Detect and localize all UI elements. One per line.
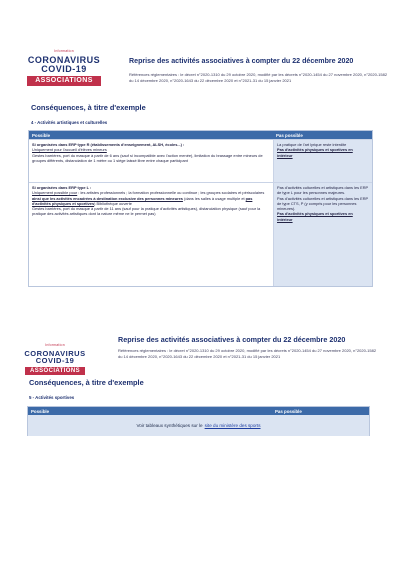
scope-text-1: : les artistes professionnels ; la formation professionnelle ou continue ; les groupes scolaires et périscolaires [77,190,265,196]
sports-table [27,406,370,436]
table-row [29,139,372,182]
regulatory-references: Références réglementaires : le décret n°2020-1310 du 29 octobre 2020, modifié par les décrets n°2020-1454 du 27 novembre 2020, n°2020-1582 du 14 décembre 2020, n°2020-1643 du 22 décembre 2020 et n°2021-31 du 15 janvier 2021 [118,348,377,359]
section-title: Conséquences, à titre d'exemple [29,378,144,387]
cell-restriction-bold: Pas d'activités physiques et sportives en intérieur [277,211,353,222]
regulatory-references: Références réglementaires : le décret n°2020-1310 du 29 octobre 2020, modifié par les décrets n°2020-1454 du 27 novembre 2020, n°2020-1582 du 14 décembre 2020, n°2020-1643 du 22 décembre 2020 et n°2021-31 du 15 janvier 2021 [129,72,388,83]
logo-associations-badge: ASSOCIATIONS [25,367,85,375]
header-possible: Possible [31,408,50,414]
cell-restriction-bold: Pas d'activités physiques et sportives en intérieur [277,147,353,158]
logo-info-label: Information [45,343,65,347]
logo-associations-badge: ASSOCIATIONS [27,76,101,86]
logo-coronavirus: CORONAVIRUS [27,54,101,65]
cell-possible [29,183,273,286]
logo-info-label: Information [54,49,74,53]
covid-associations-logo [16,344,94,375]
table-row [29,182,372,286]
covid-associations-logo [14,50,114,86]
activities-table [28,130,373,287]
cell-condition-title: Si organisées dans ERP type L : [32,185,92,190]
scope-underlined: Uniquement possible pour [32,190,78,196]
header-not-possible: Pas possible [275,408,302,414]
table-header [28,407,369,415]
document-title: Reprise des activités associatives à compter du 22 décembre 2020 [118,335,346,344]
header-possible: Possible [32,132,51,138]
logo-covid: COVID-19 [41,63,87,74]
cell-condition-text: Gestes barrières, port du masque à partir de 11 ans (sauf pour la pratique d'activités artistiques), distanciation physique (sauf pour la pratique des activités artistiques dont la nature même ne le permet pas) [32,206,261,217]
section-title: Conséquences, à titre d'exemple [31,103,146,112]
cell-not-possible [273,140,372,182]
ministry-sports-link[interactable]: site du ministère des sports [204,423,261,428]
document-title: Reprise des activités associatives à compter du 22 décembre 2020 [129,57,354,65]
cell-condition-scope [32,190,270,206]
subsection-title: 4 - Activités artistiques et culturelles [31,120,108,125]
cell-restriction-text: Pas d'activités culturelles et artistiques dans les ERP de type CTS, P (y compris pour les personnes mineures). [277,195,369,212]
logo-coronavirus: CORONAVIRUS [24,348,86,358]
header-not-possible: Pas possible [276,132,303,138]
row-text: Voir tableaux synthétiques sur le [136,423,203,428]
cell-restriction-text: La pratique de l'art lyrique reste interdite [277,142,347,147]
logo-covid: COVID-19 [35,356,75,365]
cell-possible [29,140,273,182]
cell-condition-scope: Uniquement pour l'accueil d'élèves mineurs [32,147,107,153]
cell-condition-title: Si organisées dans ERP type R (établissements d'enseignement, ALSH, écoles...) : [32,142,185,147]
page-2 [0,322,400,566]
subsection-title: 5 - Activités sportives [29,395,75,400]
cell-condition-text: Gestes barrières, port du masque à partir de 6 ans (sauf si incompatible avec l'action menée), limitation du brassage entre mineurs de groupes différents, distanciation de 1 mètre ou 1 siège laissé libre entre chaque participant [32,152,263,163]
scope-bold-1: ainsi que les activités encadrées à destination exclusive des personnes mineures [32,195,183,201]
table-header [29,131,372,139]
cell-not-possible [273,183,372,286]
scope-text-3: ) Bibliothèque ouverte [94,200,132,206]
scope-text-2: (dans les salles à usage multiple et [182,195,246,201]
scope-bold-2: pas d'activités physiques et sportives [32,195,253,206]
table-row [28,415,369,436]
cell-restriction-text: Pas d'activités culturelles et artistiques dans les ERP de type L pour les personnes majeures. [277,185,369,196]
